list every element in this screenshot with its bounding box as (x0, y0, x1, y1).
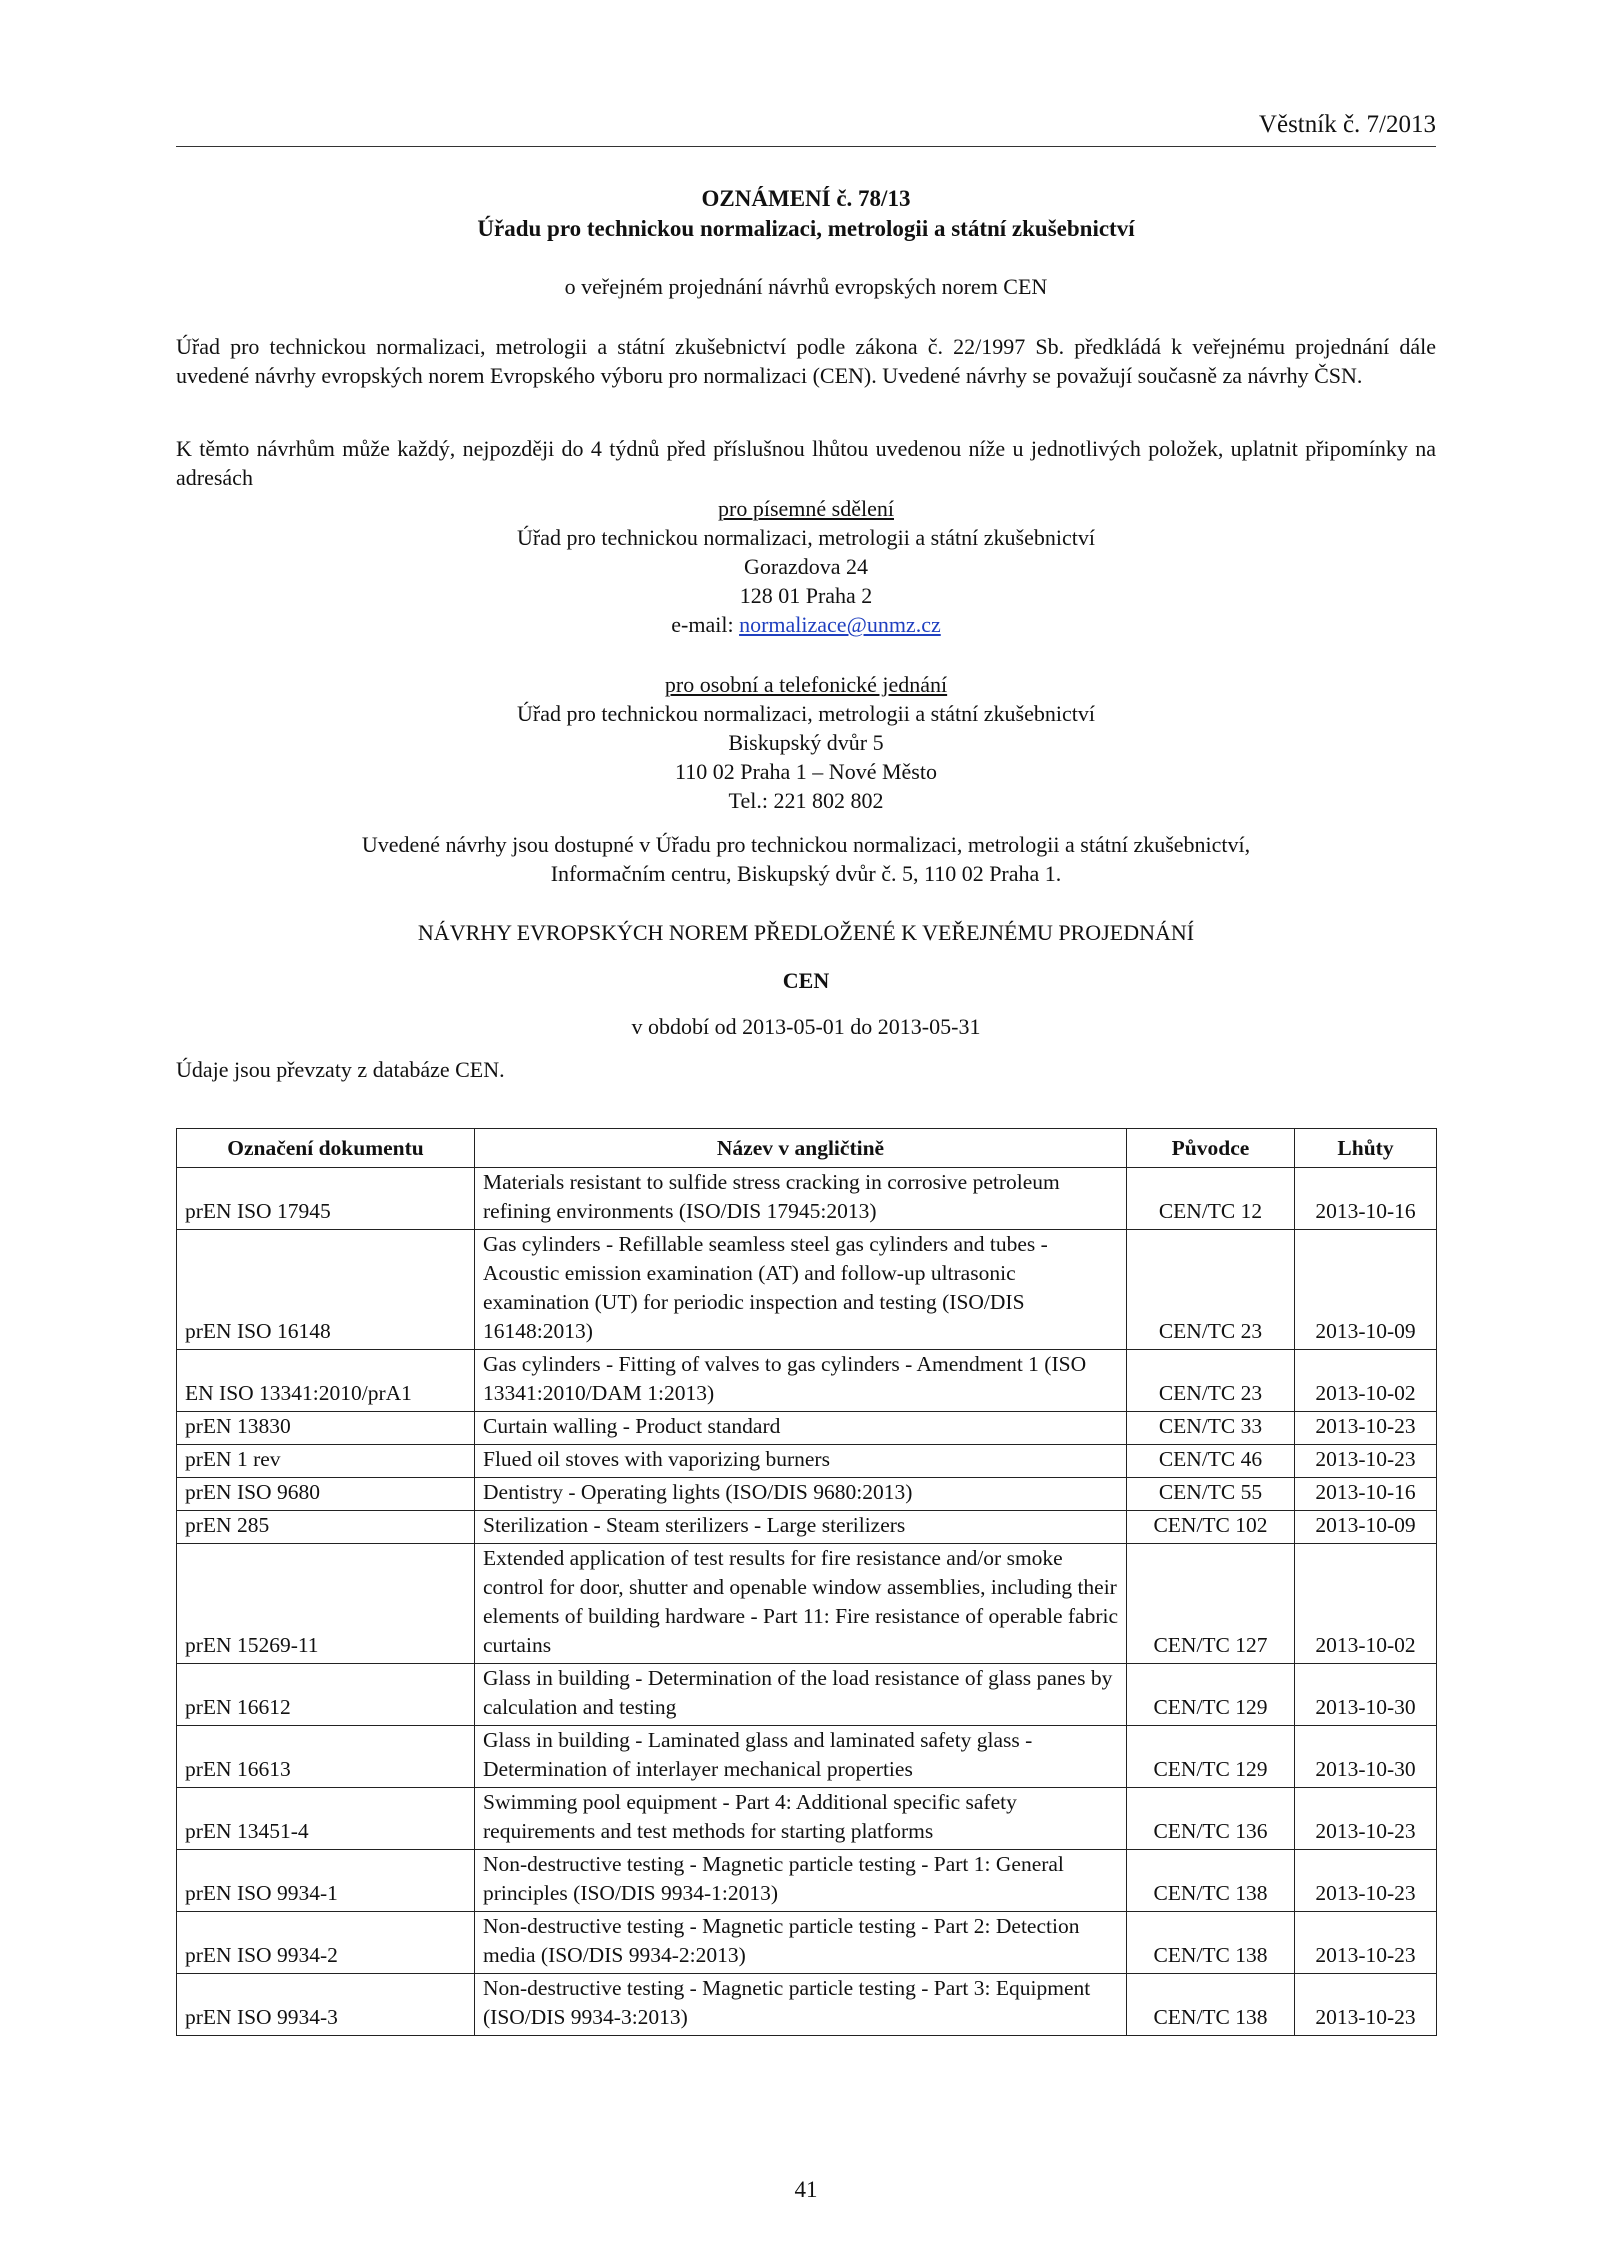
cell-designation: prEN ISO 9934-2 (177, 1912, 475, 1974)
cell-designation: prEN ISO 9934-3 (177, 1974, 475, 2036)
column-header-deadline: Lhůty (1295, 1129, 1437, 1168)
cell-title: Flued oil stoves with vaporizing burners (475, 1445, 1127, 1478)
cell-originator: CEN/TC 129 (1127, 1726, 1295, 1788)
personal-city: 110 02 Praha 1 – Nové Město (675, 759, 937, 784)
cell-designation: prEN 15269-11 (177, 1544, 475, 1664)
written-street: Gorazdova 24 (743, 554, 868, 579)
cell-designation: prEN 16613 (177, 1726, 475, 1788)
written-email-line (176, 610, 1436, 639)
cell-deadline: 2013-10-23 (1295, 1974, 1437, 2036)
drafts-table (176, 1128, 1437, 2036)
cell-designation: prEN ISO 17945 (177, 1168, 475, 1230)
written-city: 128 01 Praha 2 (739, 583, 873, 608)
cell-deadline: 2013-10-30 (1295, 1664, 1437, 1726)
cell-title: Non-destructive testing - Magnetic particle testing - Part 3: Equipment (ISO/DIS 9934-3:2013) (475, 1974, 1127, 2036)
header-divider (176, 146, 1436, 147)
data-source-note: Údaje jsou převzaty z databáze CEN. (176, 1057, 505, 1082)
cell-title: Materials resistant to sulfide stress cracking in corrosive petroleum refining environments (ISO/DIS 17945:2013) (475, 1168, 1127, 1230)
cell-originator: CEN/TC 138 (1127, 1974, 1295, 2036)
cell-title: Dentistry - Operating lights (ISO/DIS 9680:2013) (475, 1478, 1127, 1511)
table-row (177, 1912, 1437, 1974)
cell-originator: CEN/TC 102 (1127, 1511, 1295, 1544)
written-office: Úřad pro technickou normalizaci, metrologii a státní zkušebnictví (517, 525, 1095, 550)
section-period: v období od 2013-05-01 do 2013-05-31 (631, 1014, 981, 1039)
cell-deadline: 2013-10-16 (1295, 1478, 1437, 1511)
table-row (177, 1544, 1437, 1664)
cell-originator: CEN/TC 129 (1127, 1664, 1295, 1726)
table-header-row (177, 1129, 1437, 1168)
column-header-designation: Označení dokumentu (177, 1129, 475, 1168)
table-row (177, 1168, 1437, 1230)
section-heading: NÁVRHY EVROPSKÝCH NOREM PŘEDLOŽENÉ K VEŘEJNÉMU PROJEDNÁNÍ (417, 920, 1195, 945)
cell-designation: prEN 285 (177, 1511, 475, 1544)
cell-originator: CEN/TC 138 (1127, 1912, 1295, 1974)
cell-originator: CEN/TC 12 (1127, 1168, 1295, 1230)
cell-title: Glass in building - Determination of the load resistance of glass panes by calculation and testing (475, 1664, 1127, 1726)
cell-title: Gas cylinders - Refillable seamless steel gas cylinders and tubes - Acoustic emission examination (AT) and follow-up ultrasonic examination (UT) for periodic inspection and testing (ISO/DIS 16148:2013) (475, 1230, 1127, 1350)
table-row (177, 1230, 1437, 1350)
column-header-originator: Původce (1127, 1129, 1295, 1168)
personal-contact-heading: pro osobní a telefonické jednání (664, 672, 948, 697)
cell-deadline: 2013-10-23 (1295, 1912, 1437, 1974)
table-row (177, 1445, 1437, 1478)
cell-title: Glass in building - Laminated glass and laminated safety glass - Determination of interlayer mechanical properties (475, 1726, 1127, 1788)
page-number: 41 (794, 2177, 818, 2202)
personal-office: Úřad pro technickou normalizaci, metrologii a státní zkušebnictví (517, 701, 1095, 726)
availability-note (176, 830, 1436, 888)
announcement-number: OZNÁMENÍ č. 78/13 (701, 186, 911, 211)
column-header-title: Název v angličtině (475, 1129, 1127, 1168)
cell-deadline: 2013-10-23 (1295, 1788, 1437, 1850)
cell-designation: prEN 16612 (177, 1664, 475, 1726)
cell-designation: prEN 1 rev (177, 1445, 475, 1478)
personal-street: Biskupský dvůr 5 (728, 730, 884, 755)
cell-designation: prEN ISO 16148 (177, 1230, 475, 1350)
cell-title: Swimming pool equipment - Part 4: Additional specific safety requirements and test methods for starting platforms (475, 1788, 1127, 1850)
cell-deadline: 2013-10-09 (1295, 1511, 1437, 1544)
cell-originator: CEN/TC 23 (1127, 1350, 1295, 1412)
cell-title: Gas cylinders - Fitting of valves to gas cylinders - Amendment 1 (ISO 13341:2010/DAM 1:2013) (475, 1350, 1127, 1412)
table-body (177, 1168, 1437, 2036)
table-row (177, 1478, 1437, 1511)
table-row (177, 1974, 1437, 2036)
cell-originator: CEN/TC 138 (1127, 1850, 1295, 1912)
cell-deadline: 2013-10-23 (1295, 1412, 1437, 1445)
cell-originator: CEN/TC 23 (1127, 1230, 1295, 1350)
personal-contact-block (176, 670, 1436, 815)
cell-deadline: 2013-10-09 (1295, 1230, 1437, 1350)
cell-designation: EN ISO 13341:2010/prA1 (177, 1350, 475, 1412)
cell-title: Non-destructive testing - Magnetic particle testing - Part 2: Detection media (ISO/DIS 9934-2:2013) (475, 1912, 1127, 1974)
intro-paragraph: Úřad pro technickou normalizaci, metrologii a státní zkušebnictví podle zákona č. 22/1997 Sb. předkládá k veřejnému projednání dále uvedené návrhy evropských norem Evropského výboru pro normalizaci (CEN). Uvedené návrhy se považují současně za návrhy ČSN. (176, 334, 1436, 388)
cell-originator: CEN/TC 55 (1127, 1478, 1295, 1511)
table-row (177, 1664, 1437, 1726)
cell-originator: CEN/TC 33 (1127, 1412, 1295, 1445)
cell-originator: CEN/TC 127 (1127, 1544, 1295, 1664)
cell-originator: CEN/TC 136 (1127, 1788, 1295, 1850)
announcement-subject: o veřejném projednání návrhů evropských norem CEN (564, 274, 1048, 299)
journal-header: Věstník č. 7/2013 (1258, 111, 1436, 138)
written-contact-heading: pro písemné sdělení (718, 496, 894, 521)
cell-designation: prEN 13830 (177, 1412, 475, 1445)
table-row (177, 1412, 1437, 1445)
cell-designation: prEN ISO 9934-1 (177, 1850, 475, 1912)
availability-line-1: Uvedené návrhy jsou dostupné v Úřadu pro technickou normalizaci, metrologii a státní zkušebnictví, (361, 832, 1251, 857)
table-row (177, 1788, 1437, 1850)
section-organization: CEN (782, 968, 830, 993)
cell-deadline: 2013-10-23 (1295, 1850, 1437, 1912)
table-row (177, 1850, 1437, 1912)
cell-title: Non-destructive testing - Magnetic particle testing - Part 1: General principles (ISO/DIS 9934-1:2013) (475, 1850, 1127, 1912)
table-row (177, 1511, 1437, 1544)
cell-deadline: 2013-10-02 (1295, 1350, 1437, 1412)
cell-title: Sterilization - Steam sterilizers - Large sterilizers (475, 1511, 1127, 1544)
cell-deadline: 2013-10-23 (1295, 1445, 1437, 1478)
comments-paragraph: K těmto návrhům může každý, nejpozději do 4 týdnů před příslušnou lhůtou uvedenou níže u jednotlivých položek, uplatnit připomínky na adresách (176, 436, 1436, 490)
cell-deadline: 2013-10-02 (1295, 1544, 1437, 1664)
cell-title: Extended application of test results for fire resistance and/or smoke control for door, shutter and openable window assemblies, including their elements of building hardware - Part 11: Fire resistance of operable fabric curtains (475, 1544, 1127, 1664)
cell-originator: CEN/TC 46 (1127, 1445, 1295, 1478)
email-link[interactable]: normalizace@unmz.cz (739, 612, 941, 637)
table-row (177, 1726, 1437, 1788)
cell-deadline: 2013-10-16 (1295, 1168, 1437, 1230)
availability-line-2: Informačním centru, Biskupský dvůr č. 5, 110 02 Praha 1. (550, 861, 1062, 886)
cell-designation: prEN 13451-4 (177, 1788, 475, 1850)
issuing-office: Úřadu pro technickou normalizaci, metrologii a státní zkušebnictví (477, 216, 1135, 241)
cell-deadline: 2013-10-30 (1295, 1726, 1437, 1788)
written-contact-block (176, 494, 1436, 639)
cell-designation: prEN ISO 9680 (177, 1478, 475, 1511)
email-label: e-mail: (671, 612, 740, 637)
personal-phone: Tel.: 221 802 802 (728, 788, 884, 813)
cell-title: Curtain walling - Product standard (475, 1412, 1127, 1445)
table-row (177, 1350, 1437, 1412)
